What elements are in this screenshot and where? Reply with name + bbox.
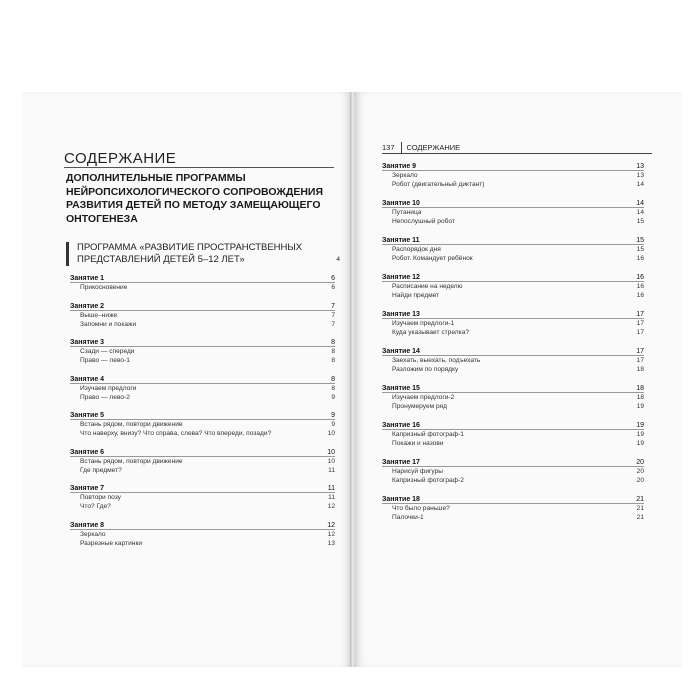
toc-entry-title: Занятие 10 — [382, 200, 420, 207]
toc-item — [70, 530, 335, 539]
toc-item — [70, 311, 335, 320]
toc-item-page: 20 — [636, 477, 644, 484]
toc-entry-heading — [70, 448, 335, 457]
toc-entry-page: 12 — [327, 521, 335, 529]
toc-entry — [382, 458, 644, 485]
book-spread — [12, 92, 688, 672]
toc-entry — [382, 384, 644, 411]
toc-item — [70, 320, 335, 329]
toc-item-page: 18 — [636, 366, 644, 373]
toc-item-label: Заехать, выехать, подъехать — [392, 357, 481, 364]
toc-entry-heading — [70, 375, 335, 384]
toc-item-label: Изучаем предлоги-1 — [392, 320, 455, 327]
toc-item-page: 11 — [328, 466, 335, 474]
toc-item — [382, 245, 644, 254]
toc-entry-title: Занятие 14 — [382, 348, 420, 355]
toc-item-page: 15 — [636, 218, 644, 225]
toc-entry — [382, 347, 644, 374]
toc-entry-heading — [382, 421, 644, 430]
toc-entry — [382, 421, 644, 448]
toc-item — [70, 384, 335, 393]
toc-item-label: Непослушный робот — [392, 218, 455, 225]
toc-spacer — [70, 475, 335, 485]
toc-item — [382, 402, 644, 411]
toc-item-page: 8 — [331, 384, 335, 392]
toc-item-label: Сзади — спереди — [80, 348, 135, 355]
toc-entry-title: Занятие 13 — [382, 311, 420, 318]
toc-item-page: 20 — [636, 468, 644, 475]
toc-entry-page: 16 — [636, 274, 644, 281]
toc-entry-page: 19 — [636, 422, 644, 429]
page-number: 137 — [382, 142, 402, 153]
toc-entry-title: Занятие 15 — [382, 385, 420, 392]
toc-entry-title: Занятие 7 — [70, 485, 105, 492]
toc-entry-title: Занятие 12 — [382, 274, 420, 281]
toc-entry — [70, 448, 335, 475]
toc-item-page: 7 — [331, 311, 335, 319]
toc-item — [70, 283, 335, 292]
toc-item-page: 17 — [636, 357, 644, 364]
left-page — [22, 92, 352, 667]
toc-entry — [382, 162, 644, 189]
toc-item-label: Встань рядом, повтори движение — [80, 457, 183, 465]
toc-item-page: 12 — [327, 530, 335, 538]
toc-item-label: Зеркало — [80, 530, 106, 538]
title-divider — [64, 167, 334, 168]
toc-item-page: 11 — [328, 494, 335, 501]
toc-entry-heading — [382, 273, 644, 282]
toc-entry-title: Занятие 18 — [382, 496, 420, 503]
toc-item-label: Разрезные картинки — [80, 539, 143, 547]
toc-item — [70, 356, 335, 365]
toc-item — [70, 393, 335, 402]
toc-item — [382, 180, 644, 189]
toc-entry-heading — [382, 347, 644, 356]
toc-spacer — [70, 329, 335, 339]
toc-spacer — [382, 189, 644, 199]
toc-item — [70, 493, 335, 502]
toc-item-label: Палочки-1 — [392, 514, 424, 521]
toc-entry-title: Занятие 4 — [70, 375, 105, 383]
toc-entry-title: Занятие 1 — [70, 275, 105, 282]
toc-item — [70, 457, 335, 466]
toc-entry-page: 17 — [636, 348, 644, 355]
toc-item-page: 19 — [636, 431, 644, 438]
toc-item-label: Робот (двигательный диктант) — [392, 181, 485, 188]
toc-item-label: Право — лево-2 — [80, 393, 130, 401]
toc-item — [382, 365, 644, 374]
toc-spacer — [70, 548, 335, 558]
toc-item — [382, 319, 644, 328]
toc-spacer — [382, 300, 644, 310]
toc-entry-heading — [382, 458, 644, 467]
toc-item — [70, 539, 335, 548]
toc-item — [70, 347, 335, 356]
toc-item-page: 18 — [636, 394, 644, 401]
toc-item — [382, 393, 644, 402]
toc-entry — [70, 411, 335, 438]
toc-entry-heading — [70, 302, 335, 311]
toc-entry-page: 14 — [636, 200, 644, 207]
toc-item-page: 8 — [331, 357, 335, 364]
toc-item — [382, 504, 644, 513]
running-header — [382, 142, 652, 154]
toc-entry-heading — [382, 162, 644, 171]
toc-spacer — [70, 365, 335, 375]
toc-item — [382, 171, 644, 180]
toc-item — [382, 291, 644, 300]
toc-spacer — [382, 337, 644, 347]
toc-item — [382, 513, 644, 522]
toc-item-label: Робот. Командует ребёнок — [392, 255, 473, 262]
toc-item-label: Что было раньше? — [392, 505, 450, 512]
toc-entry-title: Занятие 16 — [382, 422, 420, 429]
toc-item-label: Где предмет? — [80, 466, 122, 474]
toc-entry — [382, 199, 644, 226]
toc-item-label: Что? Где? — [80, 503, 111, 510]
toc-item-page: 6 — [331, 284, 335, 291]
toc-item-page: 17 — [636, 329, 644, 336]
toc-entry — [70, 375, 335, 402]
toc-item-label: Изучаем предлоги-2 — [392, 394, 455, 401]
toc-item-page: 9 — [331, 421, 335, 428]
toc-item-label: Прикосновение — [80, 284, 128, 291]
toc-entry — [70, 274, 335, 292]
toc-spacer — [382, 448, 644, 458]
toc-entry-page: 18 — [636, 385, 644, 392]
toc-entry — [382, 236, 644, 263]
page-title: СОДЕРЖАНИЕ — [64, 150, 177, 167]
toc-item — [70, 502, 335, 511]
toc-spacer — [70, 511, 335, 521]
toc-entry-heading — [382, 495, 644, 504]
toc-entry-page: 17 — [636, 311, 644, 318]
toc-item-label: Запомни и покажи — [80, 320, 137, 328]
toc-spacer — [382, 263, 644, 273]
toc-item-label: Куда указывает стрелка? — [392, 329, 469, 336]
toc-entry-heading — [382, 310, 644, 319]
toc-item-page: 10 — [327, 430, 335, 437]
toc-item-label: Что наверху, внизу? Что справа, слева? Что впереди, позади? — [80, 430, 272, 437]
toc-entry-heading — [70, 521, 335, 530]
toc-entry — [70, 521, 335, 548]
toc-item-label: Право — лево-1 — [80, 357, 130, 364]
toc-spacer — [382, 522, 644, 532]
toc-item-page: 19 — [636, 403, 644, 410]
toc-item-label: Изучаем предлоги — [80, 384, 137, 392]
toc-entry-page: 15 — [636, 237, 644, 244]
toc-spacer — [382, 485, 644, 495]
toc-entry — [382, 273, 644, 300]
toc-item-page: 8 — [331, 348, 335, 355]
toc-item-label: Распорядок дня — [392, 246, 441, 253]
toc-list-right — [382, 162, 644, 532]
toc-spacer — [70, 438, 335, 448]
toc-entry-page: 7 — [331, 302, 335, 310]
toc-entry-title: Занятие 11 — [382, 237, 420, 244]
toc-entry — [70, 302, 335, 329]
toc-item-page: 16 — [636, 292, 644, 299]
toc-item-page: 14 — [636, 181, 644, 188]
toc-entry-page: 20 — [636, 459, 644, 466]
toc-item-label: Путаница — [392, 209, 422, 216]
toc-item-label: Найди предмет — [392, 292, 440, 299]
toc-list-left — [70, 274, 335, 557]
toc-item-page: 21 — [636, 505, 644, 512]
toc-entry-heading — [70, 484, 335, 493]
toc-entry-heading — [70, 411, 335, 420]
toc-item — [70, 429, 335, 438]
toc-item-label: Зеркало — [392, 172, 418, 179]
toc-spacer — [382, 226, 644, 236]
toc-entry-page: 6 — [331, 275, 335, 282]
toc-item-page: 13 — [636, 172, 644, 179]
toc-entry — [70, 338, 335, 365]
toc-item-label: Расписание на неделю — [392, 283, 463, 290]
toc-item — [382, 208, 644, 217]
toc-entry-page: 13 — [636, 163, 644, 170]
toc-entry — [70, 484, 335, 511]
toc-item-page: 14 — [636, 209, 644, 216]
toc-item-page: 21 — [636, 514, 644, 521]
toc-item-label: Нарисуй фигуры — [392, 468, 444, 475]
toc-item — [70, 466, 335, 475]
toc-entry-title: Занятие 9 — [382, 163, 417, 170]
running-title: СОДЕРЖАНИЕ — [406, 143, 461, 152]
toc-item-page: 13 — [327, 539, 335, 547]
toc-spacer — [70, 292, 335, 302]
toc-item-page: 10 — [327, 457, 335, 465]
toc-item-page: 17 — [636, 320, 644, 327]
toc-entry-page: 8 — [331, 339, 335, 346]
toc-item — [382, 476, 644, 485]
toc-spacer — [382, 374, 644, 384]
program-page-number: 4 — [336, 256, 340, 263]
toc-entry-page: 8 — [331, 375, 335, 383]
toc-entry-heading — [382, 384, 644, 393]
toc-spacer — [382, 411, 644, 421]
toc-entry-heading — [70, 338, 335, 347]
program-label: ПРОГРАММА «РАЗВИТИЕ ПРОСТРАНСТВЕННЫХ ПРЕДСТАВЛЕНИЙ ДЕТЕЙ 5–12 ЛЕТ» — [77, 242, 303, 265]
toc-item-page: 15 — [636, 246, 644, 253]
toc-entry-title: Занятие 8 — [70, 521, 105, 529]
toc-item-page: 9 — [331, 393, 335, 401]
toc-item — [382, 328, 644, 337]
toc-entry-title: Занятие 2 — [70, 302, 105, 310]
toc-entry-page: 10 — [327, 448, 335, 456]
toc-item-label: Покажи и назови — [392, 440, 444, 447]
toc-entry — [382, 310, 644, 337]
toc-entry-page: 21 — [636, 496, 644, 503]
toc-item-label: Повтори позу — [80, 494, 121, 501]
toc-item-label: Встань рядом, повтори движение — [80, 421, 183, 428]
toc-entry — [382, 495, 644, 522]
toc-item — [382, 254, 644, 263]
toc-item-label: Капризный фотограф-2 — [392, 477, 464, 484]
toc-item-page: 12 — [327, 503, 335, 510]
toc-spacer — [70, 402, 335, 412]
toc-item-label: Выше–ниже — [80, 311, 118, 319]
toc-item-page: 16 — [636, 283, 644, 290]
toc-item — [382, 356, 644, 365]
toc-item — [382, 439, 644, 448]
toc-entry-title: Занятие 17 — [382, 459, 420, 466]
toc-item-label: Разложим по порядку — [392, 366, 459, 373]
toc-item — [382, 282, 644, 291]
toc-entry-heading — [382, 236, 644, 245]
toc-entry-title: Занятие 3 — [70, 339, 105, 346]
toc-item — [382, 217, 644, 226]
toc-entry-page: 11 — [327, 485, 335, 492]
toc-item-label: Капризный фотограф-1 — [392, 431, 464, 438]
toc-entry-heading — [70, 274, 335, 283]
toc-item-page: 16 — [636, 255, 644, 262]
toc-item — [382, 467, 644, 476]
toc-item — [382, 430, 644, 439]
section-heading: ДОПОЛНИТЕЛЬНЫЕ ПРОГРАММЫ НЕЙРОПСИХОЛОГИЧЕСКОГО СОПРОВОЖДЕНИЯ РАЗВИТИЯ ДЕТЕЙ ПО МЕТОДУ ЗАМЕЩАЮЩЕГО ОНТОГЕНЕЗА — [66, 172, 324, 225]
toc-item-label: Пронумеруем ряд — [392, 403, 447, 410]
toc-item-page: 19 — [636, 440, 644, 447]
toc-entry-title: Занятие 5 — [70, 412, 105, 419]
toc-item — [70, 420, 335, 429]
toc-entry-page: 9 — [331, 412, 335, 419]
toc-entry-title: Занятие 6 — [70, 448, 105, 456]
right-page — [354, 92, 682, 667]
toc-entry-heading — [382, 199, 644, 208]
toc-item-page: 7 — [331, 320, 335, 328]
program-title — [66, 242, 340, 266]
